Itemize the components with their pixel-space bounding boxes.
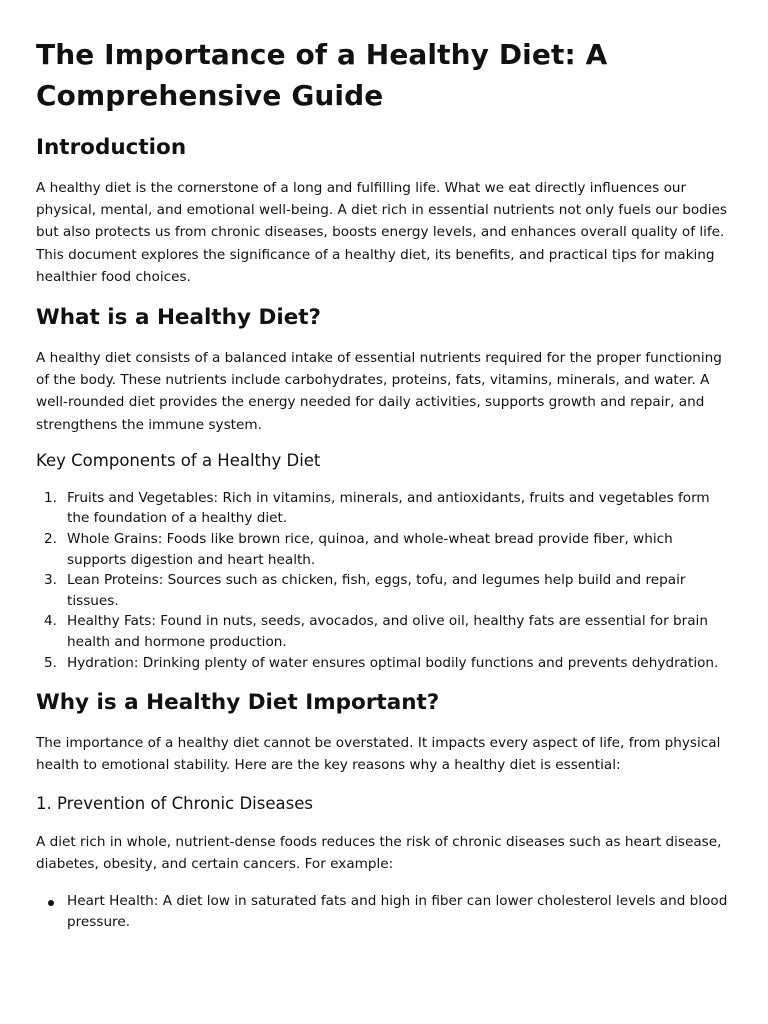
bullet-icon [48, 900, 54, 906]
document-title: The Importance of a Healthy Diet: A Comprehensive Guide [36, 38, 608, 112]
introduction-heading: Introduction [36, 135, 187, 160]
list-item-text: Fruits and Vegetables: Rich in vitamins, minerals, and antioxidants, fruits and vegetables form the foundation of a healthy diet. [67, 489, 710, 527]
why-important-heading: Why is a Healthy Diet Important? [36, 690, 440, 716]
list-item [36, 891, 734, 932]
list-item-text: Heart Health: A diet low in saturated fats and high in fiber can lower cholesterol levels and blood pressure. [67, 892, 728, 930]
prevention-list [36, 891, 734, 932]
list-item-text: Lean Proteins: Sources such as chicken, fish, eggs, tofu, and legumes help build and repair tissues. [67, 572, 686, 609]
what-is-heading: What is a Healthy Diet? [36, 305, 322, 331]
prevention-paragraph: A diet rich in whole, nutrient-dense foods reduces the risk of chronic diseases such as heart disease, diabetes, obesity, and certain cancers. For example: [36, 833, 722, 872]
key-components-list [36, 488, 734, 673]
list-item-number: 5. [44, 654, 57, 671]
what-is-paragraph: A healthy diet consists of a balanced intake of essential nutrients required for the proper functioning of the body. These nutrients include carbohydrates, proteins, fats, vitamins, minerals, and water. A well-rounded diet provides the energy needed for daily activities, supports growth and repair, and strengthens the immune system. [36, 350, 722, 433]
list-item [36, 488, 734, 529]
prevention-heading: 1. Prevention of Chronic Diseases [36, 793, 313, 813]
key-components-heading: Key Components of a Healthy Diet [36, 450, 321, 470]
list-item [36, 529, 734, 570]
list-item-number: 1. [44, 489, 57, 506]
introduction-paragraph: A healthy diet is the cornerstone of a long and fulfilling life. What we eat directly influences our physical, mental, and emotional well-being. A diet rich in essential nutrients not only fuels our bodies but also protects us from chronic diseases, boosts energy levels, and enhances overall quality of life. This document explores the significance of a healthy diet, its benefits, and practical tips for making healthier food choices. [36, 180, 728, 285]
list-item [36, 570, 734, 611]
list-item [36, 653, 734, 674]
list-item-number: 2. [44, 531, 57, 548]
list-item [36, 611, 734, 652]
list-item-number: 4. [44, 613, 57, 630]
why-important-paragraph: The importance of a healthy diet cannot be overstated. It impacts every aspect of life, from physical health to emotional stability. Here are the key reasons why a healthy diet is essential: [36, 735, 721, 774]
list-item-text: Whole Grains: Foods like brown rice, quinoa, and whole-wheat bread provide fiber, which supports digestion and heart health. [67, 531, 673, 568]
list-item-number: 3. [44, 572, 57, 589]
list-item-text: Healthy Fats: Found in nuts, seeds, avocados, and olive oil, healthy fats are essential for brain health and hormone production. [67, 613, 708, 650]
list-item-text: Hydration: Drinking plenty of water ensures optimal bodily functions and prevents dehydration. [67, 654, 719, 671]
